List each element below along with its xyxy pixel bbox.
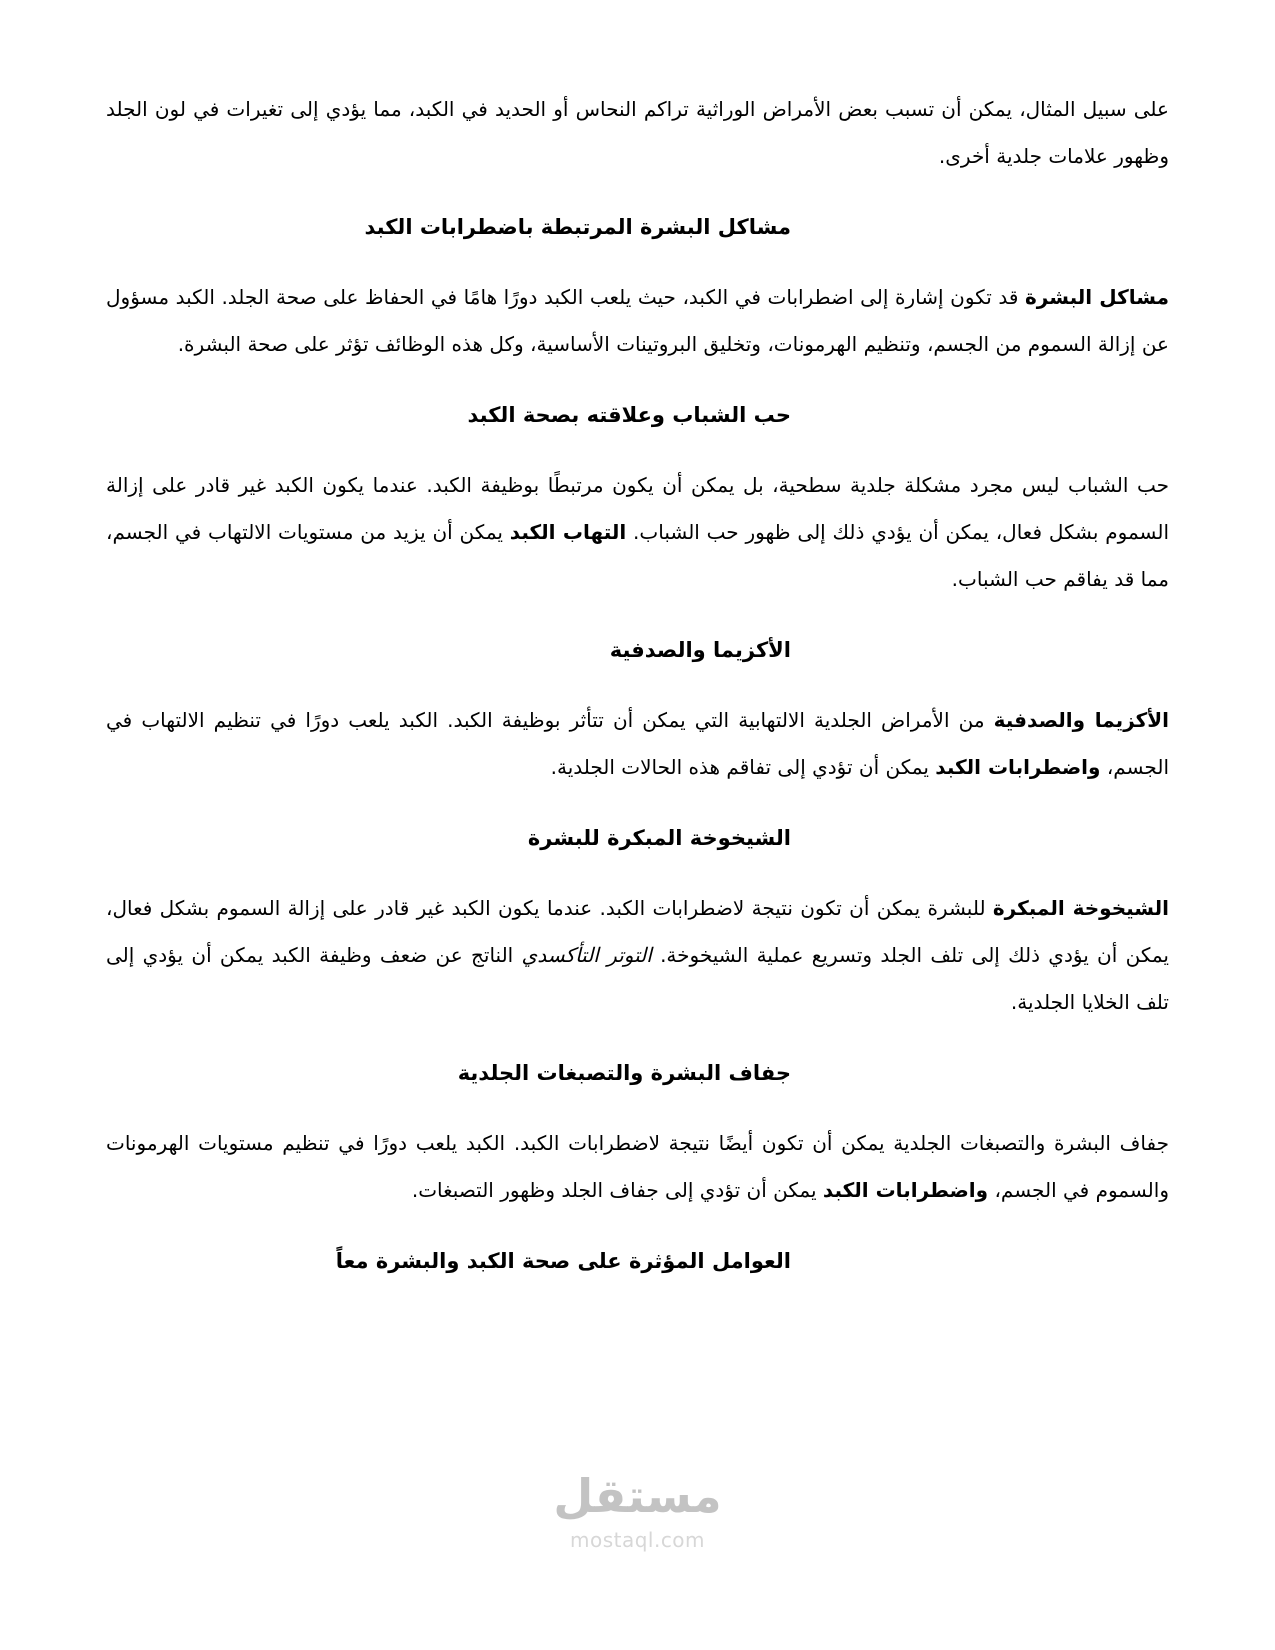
section-skin-problems [99,210,1169,368]
text-run: حب الشباب ليس مجرد مشكلة جلدية سطحية، بل يمكن أن يكون مرتبطًا بوظيفة الكبد. عندما يكون الكبد غير قادر على إزالة السموم بشكل فعال، يمكن أن يؤدي ذلك إلى ظهور حب الشباب. [99,473,1169,544]
text-run: واضطرابات الكبد [935,755,1101,779]
section-heading: جفاف البشرة والتصبغات الجلدية [457,1061,791,1085]
section-heading: حب الشباب وعلاقته بصحة الكبد [467,403,791,427]
text-run: واضطرابات الكبد [822,1178,989,1202]
section-paragraph [99,697,1170,791]
section-factors [106,1244,1169,1278]
section-dryness-pigmentation [99,1056,1169,1214]
section-heading: الأكزيما والصدفية [609,638,791,662]
text-run: يمكن أن تؤدي إلى تفاقم هذه الحالات الجلدية. [550,755,936,779]
text-run: التهاب الكبد [509,520,627,544]
watermark [0,1466,1275,1554]
text-run: الأكزيما والصدفية [993,708,1170,732]
intro-paragraph [99,86,1169,180]
text-run: قد تكون إشارة إلى اضطرابات في الكبد، حيث يلعب الكبد دورًا هامًا في الحفاظ على صحة الجلد. الكبد مسؤول عن إزالة السموم من الجسم، وتنظيم الهرمونات، وتخليق البروتينات الأساسية، وكل هذه الوظائف تؤثر على صحة البشرة. [99,285,1169,356]
mostaql-logo: مستقل [553,1469,722,1523]
section-eczema-psoriasis [99,633,1170,791]
section-paragraph [99,1120,1169,1214]
section-paragraph [99,274,1169,368]
section-heading: مشاكل البشرة المرتبطة باضطرابات الكبد [364,215,791,239]
text-run: مشاكل البشرة [1024,285,1169,309]
section-paragraph [99,462,1169,603]
text-run: يمكن أن يزيد من مستويات الالتهاب في الجسم، مما قد يفاقم حب الشباب. [99,520,1169,591]
text-run: للبشرة يمكن أن تكون نتيجة لاضطرابات الكبد. عندما يكون الكبد غير قادر على إزالة السموم بشكل فعال، يمكن أن يؤدي ذلك إلى تلف الجلد وتسريع عملية الشيخوخة. [99,896,1169,967]
section-heading: العوامل المؤثرة على صحة الكبد والبشرة معاً [335,1249,791,1273]
text-run: التوتر التأكسدي [521,943,652,967]
text-run: يمكن أن تؤدي إلى جفاف الجلد وظهور التصبغات. [411,1178,823,1202]
section-acne [99,398,1169,603]
text-run: الناتج عن ضعف وظيفة الكبد يمكن أن يؤدي إلى تلف الخلايا الجلدية. [99,943,1169,1014]
text-run: على سبيل المثال، يمكن أن تسبب بعض الأمراض الوراثية تراكم النحاس أو الحديد في الكبد، مما يؤدي إلى تغيرات في لون الجلد وظهور علامات جلدية أخرى. [99,97,1169,168]
section-heading: الشيخوخة المبكرة للبشرة [527,826,791,850]
text-run: من الأمراض الجلدية الالتهابية التي يمكن أن تتأثر بوظيفة الكبد. الكبد يلعب دورًا في تنظيم الالتهاب في الجسم، [99,708,1169,779]
text-run: الشيخوخة المبكرة [992,896,1169,920]
mostaql-url: mostaql.com [569,1528,706,1552]
section-paragraph [99,885,1169,1026]
text-run: جفاف البشرة والتصبغات الجلدية يمكن أن تكون أيضًا نتيجة لاضطرابات الكبد. الكبد يلعب دورًا في تنظيم مستويات الهرمونات والسموم في الجسم، [99,1131,1169,1202]
section-premature-aging [99,821,1169,1026]
